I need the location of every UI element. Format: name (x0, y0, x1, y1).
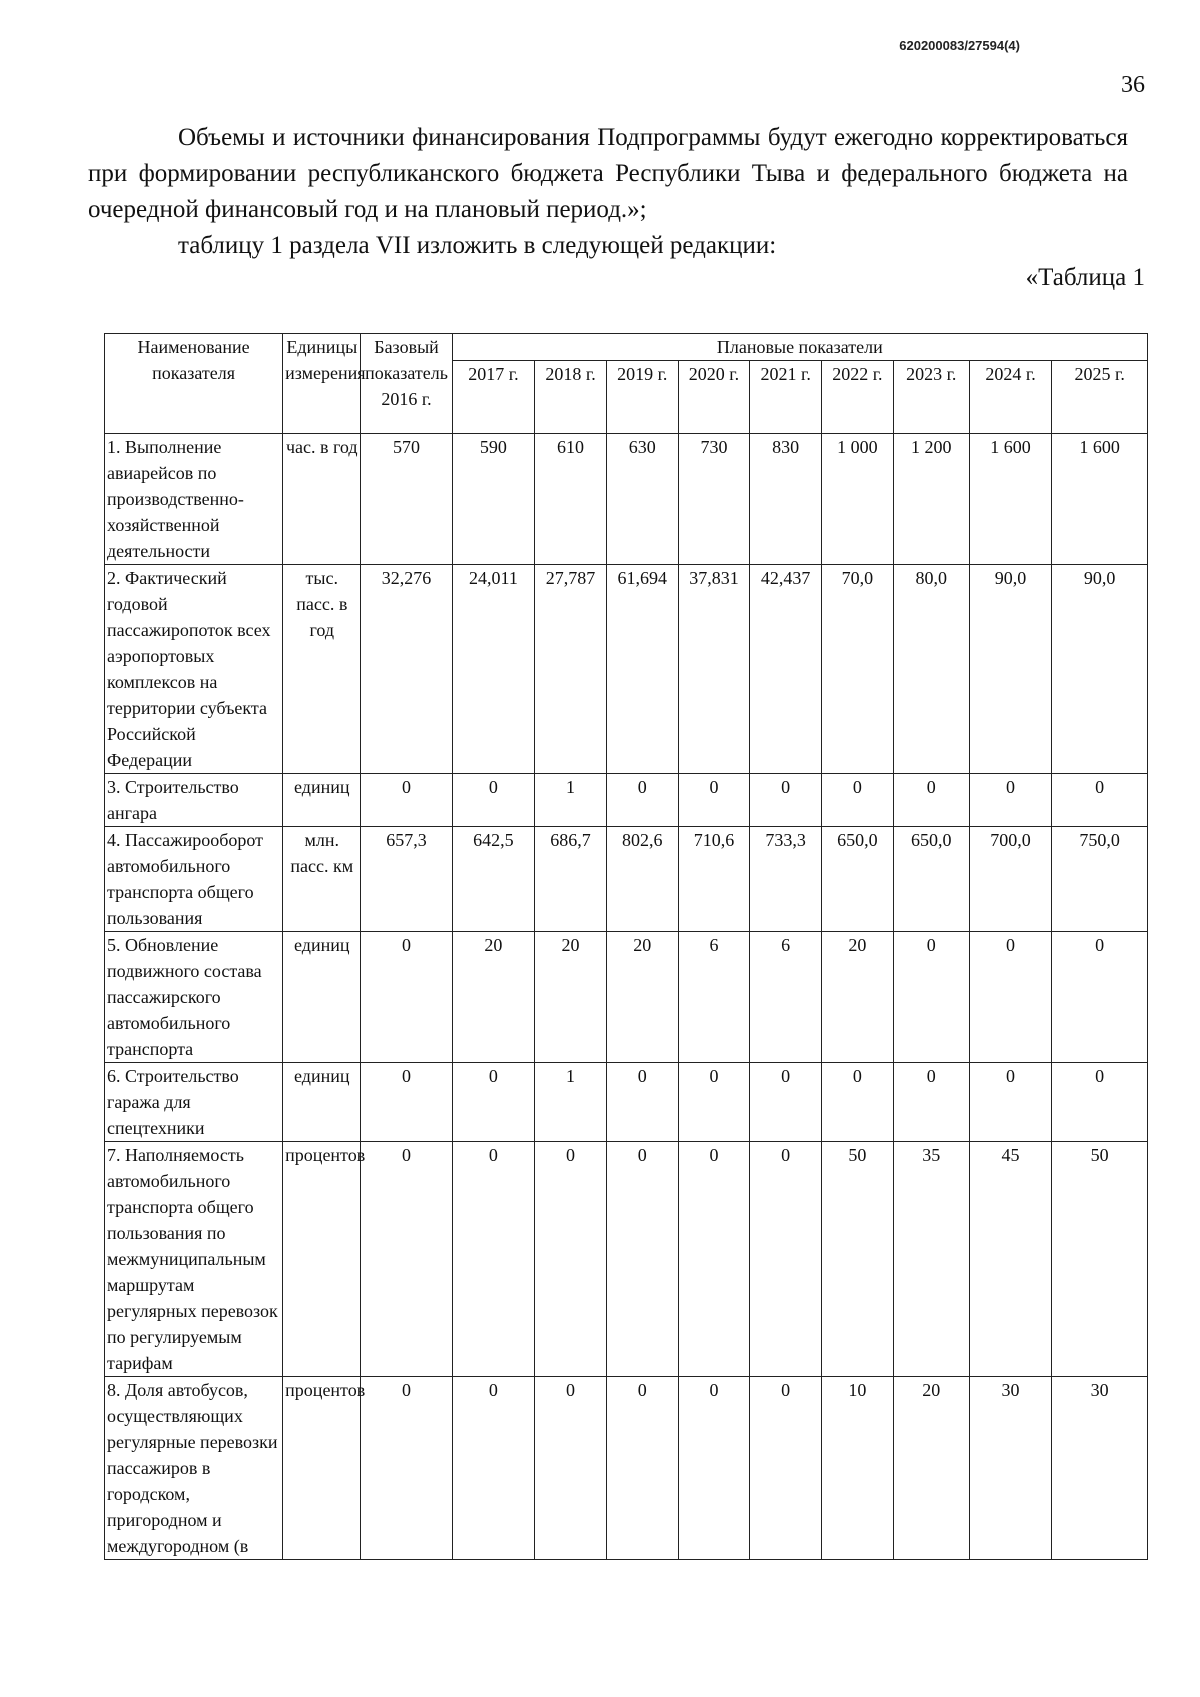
header-name: Наименование показателя (105, 334, 283, 434)
year-value: 42,437 (750, 565, 822, 774)
year-value: 90,0 (1052, 565, 1148, 774)
year-value: 0 (750, 1377, 822, 1560)
year-value: 733,3 (750, 827, 822, 932)
indicator-name: 4. Пассажирооборот автомобильного транспорта общего пользования (105, 827, 283, 932)
indicator-name: 8. Доля автобусов, осуществляющих регулярные перевозки пассажиров в городском, пригородном и междугородном (в (105, 1377, 283, 1560)
year-value: 0 (893, 932, 969, 1063)
year-value: 0 (969, 1063, 1052, 1142)
table-title: «Таблица 1 (1025, 264, 1145, 291)
year-value: 650,0 (893, 827, 969, 932)
year-value: 630 (606, 434, 678, 565)
year-value: 70,0 (822, 565, 894, 774)
indicator-name: 1. Выполнение авиарейсов по производственно-хозяйственной деятельности (105, 434, 283, 565)
year-value: 0 (750, 1142, 822, 1377)
indicator-unit: процентов (283, 1142, 361, 1377)
table-body (105, 434, 1148, 1560)
table-row (105, 434, 1148, 565)
header-year: 2019 г. (606, 361, 678, 434)
indicator-name: 5. Обновление подвижного состава пассажирского автомобильного транспорта (105, 932, 283, 1063)
indicator-name: 3. Строительство ангара (105, 774, 283, 827)
year-value: 0 (606, 1063, 678, 1142)
year-value: 0 (1052, 774, 1148, 827)
table-row (105, 1063, 1148, 1142)
year-value: 61,694 (606, 565, 678, 774)
year-value: 0 (969, 774, 1052, 827)
base-value: 32,276 (361, 565, 452, 774)
year-value: 0 (535, 1377, 607, 1560)
year-value: 0 (750, 1063, 822, 1142)
year-value: 35 (893, 1142, 969, 1377)
header-year: 2017 г. (452, 361, 535, 434)
year-value: 6 (750, 932, 822, 1063)
year-value: 24,011 (452, 565, 535, 774)
year-value: 0 (750, 774, 822, 827)
year-value: 830 (750, 434, 822, 565)
year-value: 37,831 (678, 565, 750, 774)
table-row (105, 565, 1148, 774)
year-value: 750,0 (1052, 827, 1148, 932)
header-year: 2022 г. (822, 361, 894, 434)
year-value: 30 (1052, 1377, 1148, 1560)
table-row (105, 1377, 1148, 1560)
year-value: 20 (893, 1377, 969, 1560)
year-value: 50 (822, 1142, 894, 1377)
year-value: 6 (678, 932, 750, 1063)
indicator-name: 2. Фактический годовой пассажиропоток всех аэропортовых комплексов на территории субъекта Российской Федерации (105, 565, 283, 774)
year-value: 1 (535, 1063, 607, 1142)
base-value: 0 (361, 932, 452, 1063)
year-value: 20 (452, 932, 535, 1063)
indicator-unit: тыс. пасс. в год (283, 565, 361, 774)
table-row (105, 774, 1148, 827)
year-value: 0 (606, 774, 678, 827)
year-value: 10 (822, 1377, 894, 1560)
indicators-table (104, 333, 1148, 1560)
indicator-unit: единиц (283, 774, 361, 827)
indicator-unit: единиц (283, 1063, 361, 1142)
year-value: 590 (452, 434, 535, 565)
indicator-name: 6. Строительство гаража для спецтехники (105, 1063, 283, 1142)
year-value: 0 (1052, 932, 1148, 1063)
indicator-unit: час. в год (283, 434, 361, 565)
header-planned: Плановые показатели (452, 334, 1147, 361)
year-value: 90,0 (969, 565, 1052, 774)
year-value: 0 (452, 1377, 535, 1560)
header-year: 2025 г. (1052, 361, 1148, 434)
year-value: 0 (822, 774, 894, 827)
table-row (105, 827, 1148, 932)
year-value: 802,6 (606, 827, 678, 932)
year-value: 1 000 (822, 434, 894, 565)
year-value: 50 (1052, 1142, 1148, 1377)
header-year: 2023 г. (893, 361, 969, 434)
header-base: Базовый показатель 2016 г. (361, 334, 452, 434)
year-value: 0 (678, 1142, 750, 1377)
base-value: 570 (361, 434, 452, 565)
year-value: 0 (678, 1377, 750, 1560)
year-value: 642,5 (452, 827, 535, 932)
paragraph-table-instruction: таблицу 1 раздела VII изложить в следующей редакции: (178, 232, 777, 259)
year-value: 1 200 (893, 434, 969, 565)
year-value: 45 (969, 1142, 1052, 1377)
year-value: 0 (452, 1142, 535, 1377)
year-value: 0 (535, 1142, 607, 1377)
year-value: 0 (893, 774, 969, 827)
year-value: 27,787 (535, 565, 607, 774)
indicator-unit: процентов (283, 1377, 361, 1560)
indicator-name: 7. Наполняемость автомобильного транспорта общего пользования по межмуниципальным маршрутам регулярных перевозок по регулируемым тарифам (105, 1142, 283, 1377)
year-value: 0 (606, 1377, 678, 1560)
year-value: 20 (822, 932, 894, 1063)
year-value: 30 (969, 1377, 1052, 1560)
year-value: 730 (678, 434, 750, 565)
year-value: 0 (606, 1142, 678, 1377)
year-value: 1 600 (1052, 434, 1148, 565)
year-value: 0 (822, 1063, 894, 1142)
base-value: 0 (361, 1377, 452, 1560)
year-value: 1 (535, 774, 607, 827)
year-value: 610 (535, 434, 607, 565)
document-id: 620200083/27594(4) (899, 38, 1020, 53)
year-value: 700,0 (969, 827, 1052, 932)
indicator-unit: единиц (283, 932, 361, 1063)
base-value: 0 (361, 1142, 452, 1377)
year-value: 1 600 (969, 434, 1052, 565)
page-number: 36 (1121, 72, 1145, 98)
year-value: 0 (678, 774, 750, 827)
year-value: 20 (606, 932, 678, 1063)
table-row (105, 932, 1148, 1063)
header-year: 2020 г. (678, 361, 750, 434)
year-value: 710,6 (678, 827, 750, 932)
year-value: 0 (969, 932, 1052, 1063)
year-value: 0 (1052, 1063, 1148, 1142)
header-year: 2024 г. (969, 361, 1052, 434)
year-value: 0 (452, 1063, 535, 1142)
table-row (105, 1142, 1148, 1377)
header-unit: Единицы измерения (283, 334, 361, 434)
year-value: 0 (678, 1063, 750, 1142)
header-year: 2021 г. (750, 361, 822, 434)
year-value: 650,0 (822, 827, 894, 932)
year-value: 686,7 (535, 827, 607, 932)
table-header-row (105, 334, 1148, 361)
base-value: 657,3 (361, 827, 452, 932)
base-value: 0 (361, 774, 452, 827)
year-value: 0 (452, 774, 535, 827)
year-value: 0 (893, 1063, 969, 1142)
base-value: 0 (361, 1063, 452, 1142)
year-value: 80,0 (893, 565, 969, 774)
header-year: 2018 г. (535, 361, 607, 434)
indicator-unit: млн. пасс. км (283, 827, 361, 932)
paragraph-financing: Объемы и источники финансирования Подпрограммы будут ежегодно корректироваться при формировании республиканского бюджета Республики Тыва и федерального бюджета на очередной финансовый год и на плановый период.»; (88, 124, 1128, 223)
year-value: 20 (535, 932, 607, 1063)
